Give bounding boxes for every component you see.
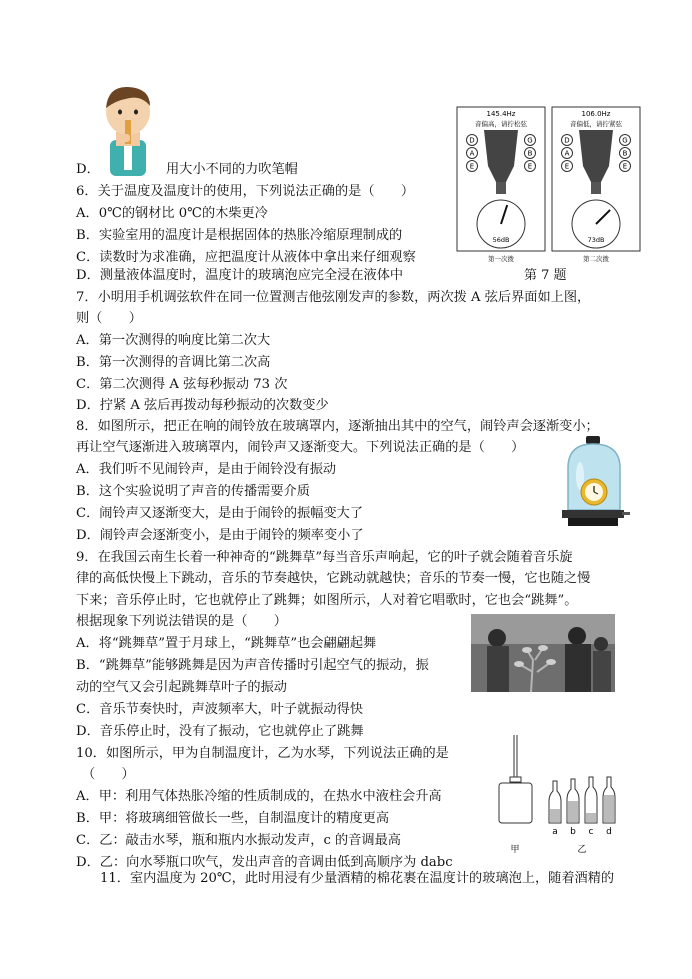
q9-stem-line-4: 根据现象下列说法错误的是（ ） xyxy=(76,614,287,629)
q7-option-c: C．第二次测得 A 弦每秒振动 73 次 xyxy=(76,377,288,392)
peg-label: D xyxy=(469,136,475,145)
peg-label: A xyxy=(469,149,475,158)
fig-label-yi: 乙 xyxy=(577,845,587,855)
bottle-label-b: b xyxy=(570,827,576,837)
tuner-figure xyxy=(456,106,642,266)
homemade-thermometer xyxy=(499,735,532,823)
tuner-hint-first: 音偏高，请拧松弦 xyxy=(475,120,527,128)
tuner-db-first: 56dB xyxy=(492,236,510,244)
q6-stem: 6．关于温度及温度计的使用，下列说法正确的是（ ） xyxy=(76,184,415,199)
q8-stem: 8．如图所示，把正在响的闹铃放在玻璃罩内，逐渐抽出其中的空气，闹铃声会逐渐变小； xyxy=(76,419,599,434)
q6-option-a: A．0℃的钢材比 0℃的木柴更冷 xyxy=(76,206,268,221)
q7-stem: 7．小明用手机调弦软件在同一位置测吉他弦刚发声的参数，两次拨 A 弦后界面如上图， xyxy=(76,290,591,305)
tuner-hint-second: 音偏低，请拧紧弦 xyxy=(570,120,622,128)
q9-option-d: D．音乐停止时，没有了振动，它也就停止了跳舞 xyxy=(76,724,364,739)
dancing-grass-photo xyxy=(471,614,615,692)
q9-option-b: B．“跳舞草”能够跳舞是因为声音传播时引起空气的振动，振 xyxy=(76,658,429,673)
q8-option-d: D．闹铃声会逐渐变小，是由于闹铃的频率变小了 xyxy=(76,528,364,543)
peg-label: E xyxy=(622,162,628,171)
bottle-label-d: d xyxy=(606,827,612,837)
q8-option-b: B．这个实验说明了声音的传播需要介质 xyxy=(76,484,310,499)
fig-label-jia: 甲 xyxy=(510,845,520,855)
q10-stem-cont: （ ） xyxy=(82,767,135,782)
q9-option-a: A．将“跳舞草”置于月球上，“跳舞草”也会翩翩起舞 xyxy=(76,636,377,651)
tuner-panel-name-second: 第二次拨 xyxy=(583,255,609,263)
thermometer-water-harp-figure xyxy=(490,733,636,857)
peg-label: B xyxy=(527,149,533,158)
tuner-panel-name-first: 第一次拨 xyxy=(488,255,514,263)
q7-option-b: B．第一次测得的音调比第二次高 xyxy=(76,355,271,370)
q10-option-a: A．甲：利用气体热胀冷缩的性质制成的，在热水中液柱会升高 xyxy=(76,789,442,804)
tuner-db-second: 73dB xyxy=(587,236,605,244)
q9-stem-line-1: 9．在我国云南生长着一种神奇的“跳舞草”每当音乐声响起，它的叶子就会随着音乐旋 xyxy=(76,550,573,565)
peg-label: A xyxy=(564,149,570,158)
q5-option-d xyxy=(76,159,298,181)
peg-label: E xyxy=(564,162,570,171)
q6-option-c: C．读数时为求准确，应把温度计从液体中拿出来仔细观察 xyxy=(76,250,416,265)
q11-stem: 11．室内温度为 20℃，此时用浸有少量酒精的棉花裹在温度计的玻璃泡上，随着酒精的 xyxy=(100,871,615,886)
q7-stem-cont: 则（ ） xyxy=(76,311,142,326)
q8-option-a: A．我们听不见闹铃声，是由于闹铃没有振动 xyxy=(76,462,337,477)
peg-label: G xyxy=(622,136,628,145)
fig7-caption: 第 7 题 xyxy=(524,268,567,283)
q9-option-c: C．音乐节奏快时，声波频率大，叶子就振动得快 xyxy=(76,702,364,717)
q5-option-d-label: D． xyxy=(76,162,100,177)
q10-stem: 10．如图所示，甲为自制温度计，乙为水琴，下列说法正确的是 xyxy=(76,746,449,761)
q10-option-c: C．乙：敲击水琴，瓶和瓶内水振动发声，c 的音调最高 xyxy=(76,833,401,848)
bottle-label-a: a xyxy=(552,827,558,837)
peg-label: B xyxy=(622,149,628,158)
tuner-freq-first: 145.4Hz xyxy=(486,110,516,118)
q7-option-d: D．拧紧 A 弦后再拨动每秒振动的次数变少 xyxy=(76,398,329,413)
tuner-panel-first xyxy=(457,107,545,263)
bell-jar-figure xyxy=(558,436,630,530)
water-harp xyxy=(549,777,615,823)
q6-option-d: D．测量液体温度时，温度计的玻璃泡应完全浸在液体中 xyxy=(76,268,404,283)
peg-label: E xyxy=(527,162,533,171)
q9-stem-line-3: 下来；音乐停止时，它也就停止了跳舞；如图所示，人对着它唱歌时，它也会“跳舞”。 xyxy=(76,593,578,608)
q10-option-b: B．甲：将玻璃细管做长一些，自制温度计的精度更高 xyxy=(76,811,390,826)
q10-option-d: D．乙：向水琴瓶口吹气，发出声音的音调由低到高顺序为 dabc xyxy=(76,855,453,870)
q5-option-d-text: 用大小不同的力吹笔帽 xyxy=(165,162,298,177)
q8-option-c: C．闹铃声又逐渐变大，是由于闹铃的振幅变大了 xyxy=(76,506,364,521)
q6-option-b: B．实验室用的温度计是根据固体的热胀冷缩原理制成的 xyxy=(76,228,403,243)
bottle-label-c: c xyxy=(588,827,594,837)
peg-label: D xyxy=(564,136,570,145)
tuner-panel-second xyxy=(552,107,640,263)
q9-option-b-cont: 动的空气又会引起跳舞草叶子的振动 xyxy=(76,680,287,695)
peg-label: G xyxy=(527,136,533,145)
peg-label: E xyxy=(469,162,475,171)
tuner-freq-second: 106.0Hz xyxy=(581,110,611,118)
q9-stem-line-2: 律的高低快慢上下跳动，音乐的节奏越快，它跳动就越快；音乐的节奏一慢，它也随之慢 xyxy=(76,571,591,586)
q7-option-a: A．第一次测得的响度比第二次大 xyxy=(76,333,271,348)
q8-stem-cont: 再让空气逐渐进入玻璃罩内，闹铃声又逐渐变大。下列说法正确的是（ ） xyxy=(76,440,525,455)
